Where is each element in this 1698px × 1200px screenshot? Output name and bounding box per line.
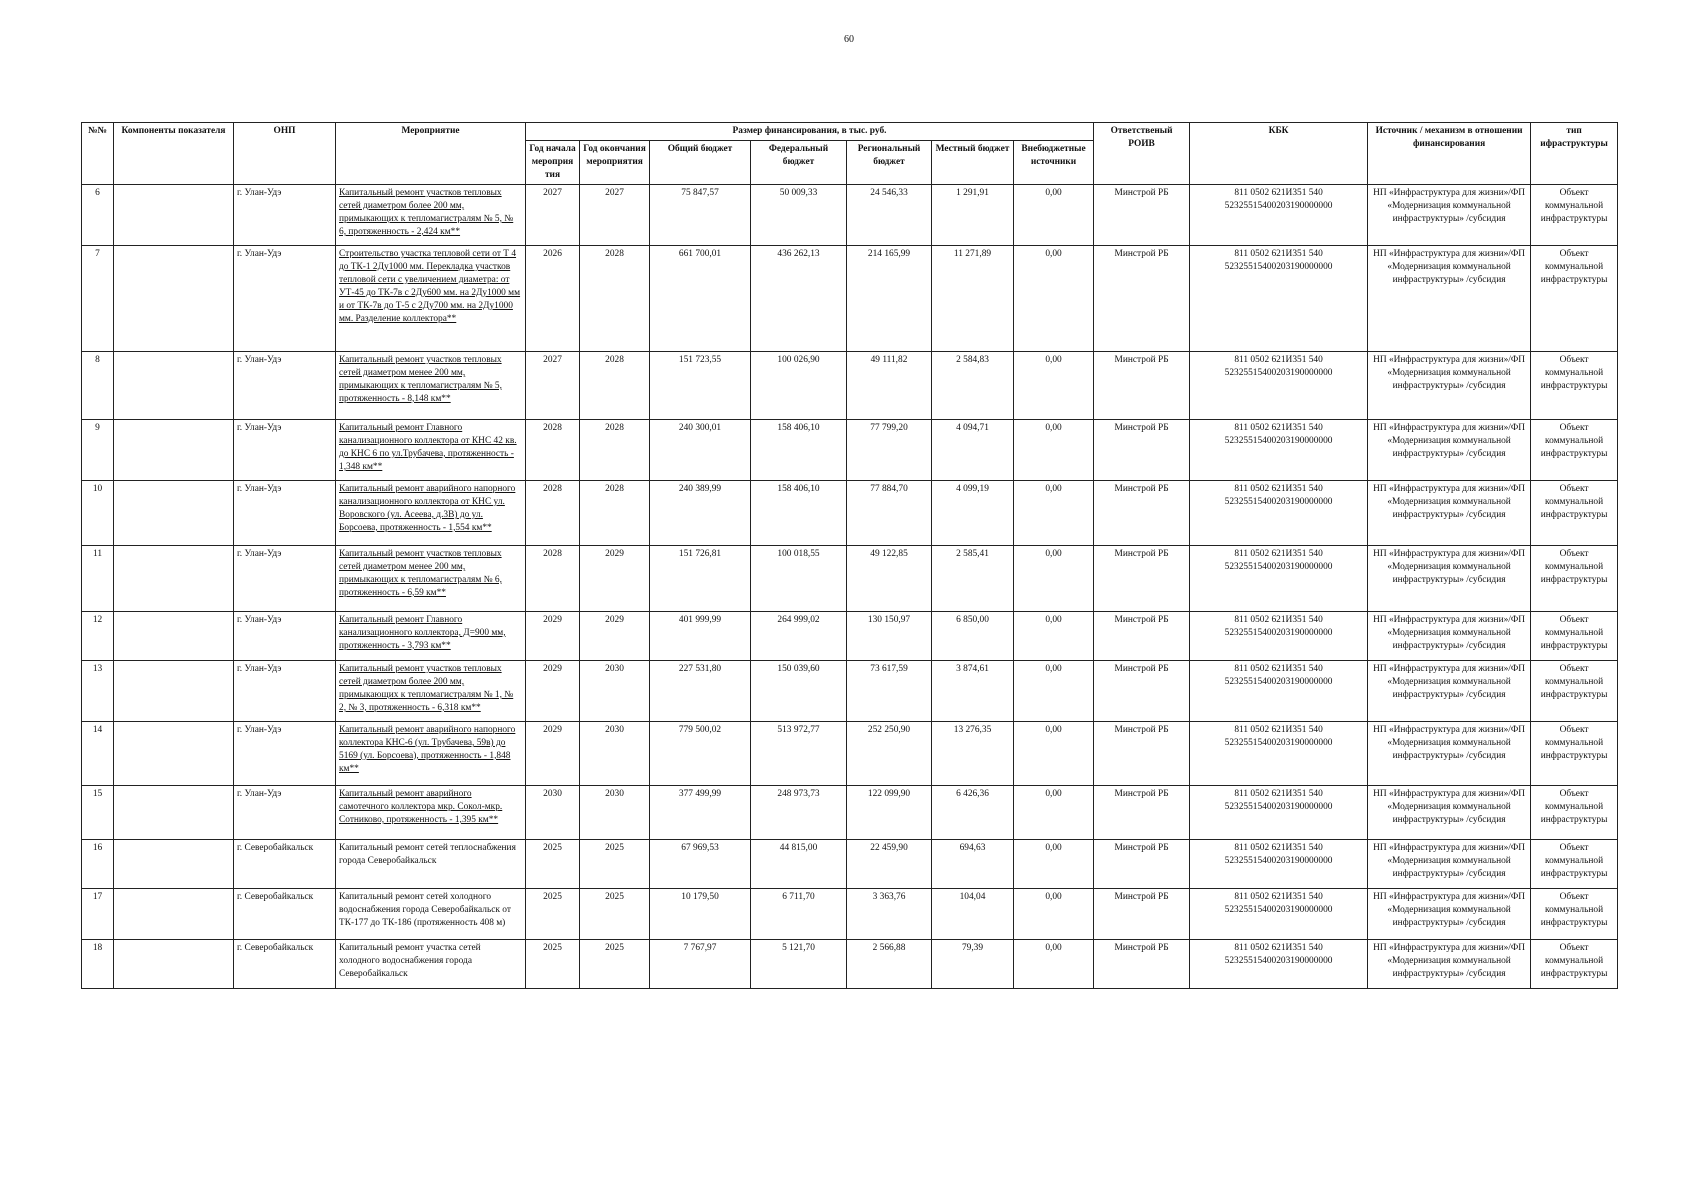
roiv-cell: Минстрой РБ	[1094, 611, 1190, 660]
table-body	[82, 184, 1618, 988]
local-budget-cell: 1 291,91	[932, 184, 1014, 245]
event-text: Капитальный ремонт Главного канализационного коллектора от КНС 42 кв. до КНС 6 по ул.Трубачева, протяженность - 1,348 км**	[339, 422, 517, 472]
onp-cell: г. Улан-Удэ	[234, 184, 336, 245]
year-start-cell: 2029	[526, 611, 580, 660]
kbk-line-1: 811 0502 621И351 540	[1234, 422, 1323, 433]
federal-budget-cell: 50 009,33	[751, 184, 847, 245]
year-start-cell: 2030	[526, 785, 580, 839]
local-budget-cell: 2 585,41	[932, 545, 1014, 611]
kbk-line-1: 811 0502 621И351 540	[1234, 483, 1323, 494]
kbk-line-1: 811 0502 621И351 540	[1234, 548, 1323, 559]
year-end-cell: 2030	[580, 721, 650, 785]
infra-type-cell: Объект коммунальной инфраструктуры	[1531, 839, 1618, 888]
year-start-cell: 2028	[526, 480, 580, 545]
table-row	[82, 721, 1618, 785]
infra-type-cell: Объект коммунальной инфраструктуры	[1531, 888, 1618, 939]
event-text: Капитальный ремонт участков тепловых сетей диаметром менее 200 мм, примыкающих к тепломагистралям № 6, протяженность - 6,59 км**	[339, 548, 502, 598]
col-infra-header: тип ифраструктуры	[1531, 123, 1618, 185]
total-budget-cell: 779 500,02	[650, 721, 751, 785]
local-budget-cell: 79,39	[932, 939, 1014, 988]
table-row	[82, 545, 1618, 611]
year-end-cell: 2028	[580, 419, 650, 480]
col-offbudget-header: Внебюджетные источники	[1014, 140, 1094, 184]
infra-type-cell: Объект коммунальной инфраструктуры	[1531, 245, 1618, 351]
event-cell	[336, 660, 526, 721]
roiv-cell: Минстрой РБ	[1094, 839, 1190, 888]
source-cell: НП «Инфраструктура для жизни»/ФП «Модернизация коммунальной инфраструктуры» /субсидия	[1368, 351, 1531, 419]
row-number: 14	[82, 721, 114, 785]
row-number: 8	[82, 351, 114, 419]
regional-budget-cell: 2 566,88	[847, 939, 932, 988]
offbudget-cell: 0,00	[1014, 245, 1094, 351]
col-federal-header: Федеральный бюджет	[751, 140, 847, 184]
source-cell: НП «Инфраструктура для жизни»/ФП «Модернизация коммунальной инфраструктуры» /субсидия	[1368, 839, 1531, 888]
total-budget-cell: 227 531,80	[650, 660, 751, 721]
table-row	[82, 839, 1618, 888]
roiv-cell: Минстрой РБ	[1094, 184, 1190, 245]
component-cell	[114, 245, 234, 351]
kbk-line-2: 52325515400203190000000	[1224, 200, 1333, 211]
infra-type-cell: Объект коммунальной инфраструктуры	[1531, 785, 1618, 839]
infra-type-cell: Объект коммунальной инфраструктуры	[1531, 660, 1618, 721]
federal-budget-cell: 100 026,90	[751, 351, 847, 419]
kbk-line-1: 811 0502 621И351 540	[1234, 248, 1323, 259]
kbk-cell	[1190, 545, 1368, 611]
local-budget-cell: 6 850,00	[932, 611, 1014, 660]
onp-cell: г. Северобайкальск	[234, 888, 336, 939]
kbk-line-1: 811 0502 621И351 540	[1234, 724, 1323, 735]
roiv-cell: Минстрой РБ	[1094, 419, 1190, 480]
kbk-cell	[1190, 888, 1368, 939]
event-text: Капитальный ремонт сетей холодного водоснабжения города Северобайкальск от ТК-177 до ТК-186 (протяженность 408 м)	[339, 891, 511, 928]
year-end-cell: 2027	[580, 184, 650, 245]
infra-type-cell: Объект коммунальной инфраструктуры	[1531, 184, 1618, 245]
source-cell: НП «Инфраструктура для жизни»/ФП «Модернизация коммунальной инфраструктуры» /субсидия	[1368, 480, 1531, 545]
regional-budget-cell: 22 459,90	[847, 839, 932, 888]
kbk-line-2: 52325515400203190000000	[1224, 561, 1333, 572]
event-text: Капитальный ремонт участка сетей холодного водоснабжения города Северобайкальск	[339, 942, 481, 979]
year-start-cell: 2027	[526, 351, 580, 419]
local-budget-cell: 694,63	[932, 839, 1014, 888]
kbk-cell	[1190, 480, 1368, 545]
total-budget-cell: 401 999,99	[650, 611, 751, 660]
row-number: 13	[82, 660, 114, 721]
onp-cell: г. Северобайкальск	[234, 939, 336, 988]
federal-budget-cell: 150 039,60	[751, 660, 847, 721]
federal-budget-cell: 436 262,13	[751, 245, 847, 351]
component-cell	[114, 419, 234, 480]
federal-budget-cell: 248 973,73	[751, 785, 847, 839]
col-kbk-header: КБК	[1190, 123, 1368, 185]
total-budget-cell: 240 300,01	[650, 419, 751, 480]
onp-cell: г. Улан-Удэ	[234, 545, 336, 611]
year-start-cell: 2027	[526, 184, 580, 245]
kbk-line-1: 811 0502 621И351 540	[1234, 942, 1323, 953]
header-row-1	[82, 123, 1618, 141]
component-cell	[114, 888, 234, 939]
col-component-header: Компоненты показателя	[114, 123, 234, 185]
event-cell	[336, 480, 526, 545]
table-row	[82, 939, 1618, 988]
funding-table	[81, 122, 1618, 989]
year-end-cell: 2030	[580, 660, 650, 721]
total-budget-cell: 7 767,97	[650, 939, 751, 988]
event-cell	[336, 419, 526, 480]
regional-budget-cell: 214 165,99	[847, 245, 932, 351]
onp-cell: г. Северобайкальск	[234, 839, 336, 888]
component-cell	[114, 545, 234, 611]
onp-cell: г. Улан-Удэ	[234, 351, 336, 419]
event-text: Капитальный ремонт участков тепловых сетей диаметром менее 200 мм, примыкающих к тепломагистралям № 5, протяженность - 8,148 км**	[339, 354, 502, 404]
kbk-cell	[1190, 660, 1368, 721]
roiv-cell: Минстрой РБ	[1094, 785, 1190, 839]
table-row	[82, 888, 1618, 939]
event-cell	[336, 611, 526, 660]
year-start-cell: 2025	[526, 939, 580, 988]
year-end-cell: 2028	[580, 245, 650, 351]
total-budget-cell: 661 700,01	[650, 245, 751, 351]
kbk-line-1: 811 0502 621И351 540	[1234, 788, 1323, 799]
federal-budget-cell: 44 815,00	[751, 839, 847, 888]
event-cell	[336, 351, 526, 419]
year-end-cell: 2030	[580, 785, 650, 839]
kbk-cell	[1190, 839, 1368, 888]
onp-cell: г. Улан-Удэ	[234, 785, 336, 839]
local-budget-cell: 4 099,19	[932, 480, 1014, 545]
row-number: 17	[82, 888, 114, 939]
table-row	[82, 660, 1618, 721]
component-cell	[114, 785, 234, 839]
kbk-line-1: 811 0502 621И351 540	[1234, 663, 1323, 674]
roiv-cell: Минстрой РБ	[1094, 721, 1190, 785]
local-budget-cell: 4 094,71	[932, 419, 1014, 480]
regional-budget-cell: 24 546,33	[847, 184, 932, 245]
kbk-cell	[1190, 184, 1368, 245]
col-total-header: Общий бюджет	[650, 140, 751, 184]
kbk-line-1: 811 0502 621И351 540	[1234, 187, 1323, 198]
offbudget-cell: 0,00	[1014, 419, 1094, 480]
event-cell	[336, 184, 526, 245]
infra-type-cell: Объект коммунальной инфраструктуры	[1531, 351, 1618, 419]
federal-budget-cell: 158 406,10	[751, 480, 847, 545]
total-budget-cell: 75 847,57	[650, 184, 751, 245]
kbk-cell	[1190, 611, 1368, 660]
regional-budget-cell: 3 363,76	[847, 888, 932, 939]
event-cell	[336, 245, 526, 351]
kbk-line-2: 52325515400203190000000	[1224, 737, 1333, 748]
col-num-header: №№	[82, 123, 114, 185]
event-text: Капитальный ремонт участков тепловых сетей диаметром более 200 мм, примыкающих к тепломагистралям № 5, № 6, протяженность - 2,424 км**	[339, 187, 514, 237]
total-budget-cell: 240 389,99	[650, 480, 751, 545]
infra-type-cell: Объект коммунальной инфраструктуры	[1531, 480, 1618, 545]
kbk-line-1: 811 0502 621И351 540	[1234, 842, 1323, 853]
onp-cell: г. Улан-Удэ	[234, 245, 336, 351]
kbk-cell	[1190, 245, 1368, 351]
component-cell	[114, 611, 234, 660]
federal-budget-cell: 158 406,10	[751, 419, 847, 480]
infra-type-cell: Объект коммунальной инфраструктуры	[1531, 611, 1618, 660]
event-text: Капитальный ремонт аварийного напорного канализационного коллектора от КНС ул. Воровского (ул. Асеева, д.3В) до ул. Борсоева, протяженность - 1,554 км**	[339, 483, 516, 533]
regional-budget-cell: 73 617,59	[847, 660, 932, 721]
kbk-cell	[1190, 939, 1368, 988]
event-text: Капитальный ремонт аварийного напорного коллектора КНС-6 (ул. Трубачева, 59в) до 5169 (ул. Борсоева), протяженность - 1,848 км**	[339, 724, 516, 774]
offbudget-cell: 0,00	[1014, 785, 1094, 839]
local-budget-cell: 3 874,61	[932, 660, 1014, 721]
row-number: 6	[82, 184, 114, 245]
kbk-line-2: 52325515400203190000000	[1224, 261, 1333, 272]
total-budget-cell: 151 726,81	[650, 545, 751, 611]
event-text: Капитальный ремонт аварийного самотечного коллектора мкр. Сокол-мкр. Сотниково, протяженность - 1,395 км**	[339, 788, 503, 825]
total-budget-cell: 10 179,50	[650, 888, 751, 939]
federal-budget-cell: 5 121,70	[751, 939, 847, 988]
year-end-cell: 2025	[580, 888, 650, 939]
kbk-cell	[1190, 351, 1368, 419]
kbk-cell	[1190, 419, 1368, 480]
offbudget-cell: 0,00	[1014, 888, 1094, 939]
offbudget-cell: 0,00	[1014, 545, 1094, 611]
regional-budget-cell: 130 150,97	[847, 611, 932, 660]
year-start-cell: 2028	[526, 545, 580, 611]
infra-type-cell: Объект коммунальной инфраструктуры	[1531, 419, 1618, 480]
onp-cell: г. Улан-Удэ	[234, 611, 336, 660]
roiv-cell: Минстрой РБ	[1094, 351, 1190, 419]
component-cell	[114, 184, 234, 245]
onp-cell: г. Улан-Удэ	[234, 480, 336, 545]
infra-type-cell: Объект коммунальной инфраструктуры	[1531, 939, 1618, 988]
kbk-line-1: 811 0502 621И351 540	[1234, 354, 1323, 365]
row-number: 16	[82, 839, 114, 888]
table-row	[82, 184, 1618, 245]
col-event-header: Мероприятие	[336, 123, 526, 185]
source-cell: НП «Инфраструктура для жизни»/ФП «Модернизация коммунальной инфраструктуры» /субсидия	[1368, 721, 1531, 785]
year-start-cell: 2025	[526, 839, 580, 888]
onp-cell: г. Улан-Удэ	[234, 721, 336, 785]
component-cell	[114, 351, 234, 419]
total-budget-cell: 151 723,55	[650, 351, 751, 419]
kbk-line-2: 52325515400203190000000	[1224, 496, 1333, 507]
kbk-cell	[1190, 721, 1368, 785]
event-text: Капитальный ремонт сетей теплоснабжения города Северобайкальск	[339, 842, 516, 866]
event-cell	[336, 721, 526, 785]
col-local-header: Местный бюджет	[932, 140, 1014, 184]
kbk-line-2: 52325515400203190000000	[1224, 676, 1333, 687]
roiv-cell: Минстрой РБ	[1094, 660, 1190, 721]
component-cell	[114, 721, 234, 785]
offbudget-cell: 0,00	[1014, 351, 1094, 419]
year-end-cell: 2028	[580, 351, 650, 419]
regional-budget-cell: 77 799,20	[847, 419, 932, 480]
year-end-cell: 2028	[580, 480, 650, 545]
source-cell: НП «Инфраструктура для жизни»/ФП «Модернизация коммунальной инфраструктуры» /субсидия	[1368, 419, 1531, 480]
source-cell: НП «Инфраструктура для жизни»/ФП «Модернизация коммунальной инфраструктуры» /субсидия	[1368, 660, 1531, 721]
page-number: 60	[844, 34, 854, 45]
col-year-start-header: Год начала мероприя тия	[526, 140, 580, 184]
year-start-cell: 2029	[526, 721, 580, 785]
source-cell: НП «Инфраструктура для жизни»/ФП «Модернизация коммунальной инфраструктуры» /субсидия	[1368, 785, 1531, 839]
event-text: Капитальный ремонт Главного канализационного коллектора, Д=900 мм, протяженность - 3,793 км**	[339, 614, 506, 651]
event-cell	[336, 939, 526, 988]
kbk-line-1: 811 0502 621И351 540	[1234, 614, 1323, 625]
federal-budget-cell: 6 711,70	[751, 888, 847, 939]
infra-type-cell: Объект коммунальной инфраструктуры	[1531, 721, 1618, 785]
col-source-header: Источник / механизм в отношении финансирования	[1368, 123, 1531, 185]
col-funding-header: Размер финансирования, в тыс. руб.	[526, 123, 1094, 141]
roiv-cell: Минстрой РБ	[1094, 480, 1190, 545]
onp-cell: г. Улан-Удэ	[234, 419, 336, 480]
source-cell: НП «Инфраструктура для жизни»/ФП «Модернизация коммунальной инфраструктуры» /субсидия	[1368, 888, 1531, 939]
event-text: Строительство участка тепловой сети от Т 4 до ТК-1 2Ду1000 мм. Перекладка участков тепловой сети с увеличением диаметра: от УТ-45 до ТК-7в с 2Ду600 мм. на 2Ду1000 мм и от ТК-7в до Т-5 с 2Ду700 мм. на 2Ду1000 мм. Разделение коллектора**	[339, 248, 521, 324]
row-number: 15	[82, 785, 114, 839]
col-regional-header: Региональный бюджет	[847, 140, 932, 184]
source-cell: НП «Инфраструктура для жизни»/ФП «Модернизация коммунальной инфраструктуры» /субсидия	[1368, 611, 1531, 660]
kbk-line-2: 52325515400203190000000	[1224, 855, 1333, 866]
year-start-cell: 2028	[526, 419, 580, 480]
component-cell	[114, 480, 234, 545]
source-cell: НП «Инфраструктура для жизни»/ФП «Модернизация коммунальной инфраструктуры» /субсидия	[1368, 545, 1531, 611]
component-cell	[114, 660, 234, 721]
table-row	[82, 245, 1618, 351]
year-end-cell: 2029	[580, 545, 650, 611]
federal-budget-cell: 100 018,55	[751, 545, 847, 611]
component-cell	[114, 939, 234, 988]
kbk-cell	[1190, 785, 1368, 839]
table-row	[82, 480, 1618, 545]
component-cell	[114, 839, 234, 888]
event-cell	[336, 785, 526, 839]
year-start-cell: 2029	[526, 660, 580, 721]
row-number: 7	[82, 245, 114, 351]
source-cell: НП «Инфраструктура для жизни»/ФП «Модернизация коммунальной инфраструктуры» /субсидия	[1368, 939, 1531, 988]
col-roiv-header: Ответственый РОИВ	[1094, 123, 1190, 185]
onp-cell: г. Улан-Удэ	[234, 660, 336, 721]
year-end-cell: 2025	[580, 939, 650, 988]
source-cell: НП «Инфраструктура для жизни»/ФП «Модернизация коммунальной инфраструктуры» /субсидия	[1368, 245, 1531, 351]
kbk-line-2: 52325515400203190000000	[1224, 955, 1333, 966]
regional-budget-cell: 49 111,82	[847, 351, 932, 419]
table-row	[82, 419, 1618, 480]
total-budget-cell: 67 969,53	[650, 839, 751, 888]
local-budget-cell: 11 271,89	[932, 245, 1014, 351]
kbk-line-2: 52325515400203190000000	[1224, 627, 1333, 638]
row-number: 9	[82, 419, 114, 480]
col-onp-header: ОНП	[234, 123, 336, 185]
source-cell: НП «Инфраструктура для жизни»/ФП «Модернизация коммунальной инфраструктуры» /субсидия	[1368, 184, 1531, 245]
regional-budget-cell: 49 122,85	[847, 545, 932, 611]
table-row	[82, 611, 1618, 660]
roiv-cell: Минстрой РБ	[1094, 245, 1190, 351]
federal-budget-cell: 513 972,77	[751, 721, 847, 785]
event-cell	[336, 839, 526, 888]
regional-budget-cell: 122 099,90	[847, 785, 932, 839]
year-end-cell: 2029	[580, 611, 650, 660]
total-budget-cell: 377 499,99	[650, 785, 751, 839]
local-budget-cell: 13 276,35	[932, 721, 1014, 785]
local-budget-cell: 6 426,36	[932, 785, 1014, 839]
table-row	[82, 351, 1618, 419]
row-number: 12	[82, 611, 114, 660]
kbk-line-2: 52325515400203190000000	[1224, 367, 1333, 378]
kbk-line-1: 811 0502 621И351 540	[1234, 891, 1323, 902]
offbudget-cell: 0,00	[1014, 660, 1094, 721]
offbudget-cell: 0,00	[1014, 839, 1094, 888]
event-cell	[336, 545, 526, 611]
row-number: 10	[82, 480, 114, 545]
offbudget-cell: 0,00	[1014, 480, 1094, 545]
local-budget-cell: 2 584,83	[932, 351, 1014, 419]
year-start-cell: 2025	[526, 888, 580, 939]
regional-budget-cell: 252 250,90	[847, 721, 932, 785]
year-start-cell: 2026	[526, 245, 580, 351]
table-row	[82, 785, 1618, 839]
kbk-line-2: 52325515400203190000000	[1224, 435, 1333, 446]
kbk-line-2: 52325515400203190000000	[1224, 801, 1333, 812]
roiv-cell: Минстрой РБ	[1094, 545, 1190, 611]
regional-budget-cell: 77 884,70	[847, 480, 932, 545]
offbudget-cell: 0,00	[1014, 721, 1094, 785]
offbudget-cell: 0,00	[1014, 939, 1094, 988]
offbudget-cell: 0,00	[1014, 611, 1094, 660]
event-cell	[336, 888, 526, 939]
kbk-line-2: 52325515400203190000000	[1224, 904, 1333, 915]
row-number: 11	[82, 545, 114, 611]
event-text: Капитальный ремонт участков тепловых сетей диаметром более 200 мм, примыкающих к тепломагистралям № 1, № 2, № 3, протяженность - 6,318 км**	[339, 663, 514, 713]
infra-type-cell: Объект коммунальной инфраструктуры	[1531, 545, 1618, 611]
roiv-cell: Минстрой РБ	[1094, 888, 1190, 939]
local-budget-cell: 104,04	[932, 888, 1014, 939]
roiv-cell: Минстрой РБ	[1094, 939, 1190, 988]
col-year-end-header: Год окончания мероприятия	[580, 140, 650, 184]
federal-budget-cell: 264 999,02	[751, 611, 847, 660]
row-number: 18	[82, 939, 114, 988]
year-end-cell: 2025	[580, 839, 650, 888]
offbudget-cell: 0,00	[1014, 184, 1094, 245]
